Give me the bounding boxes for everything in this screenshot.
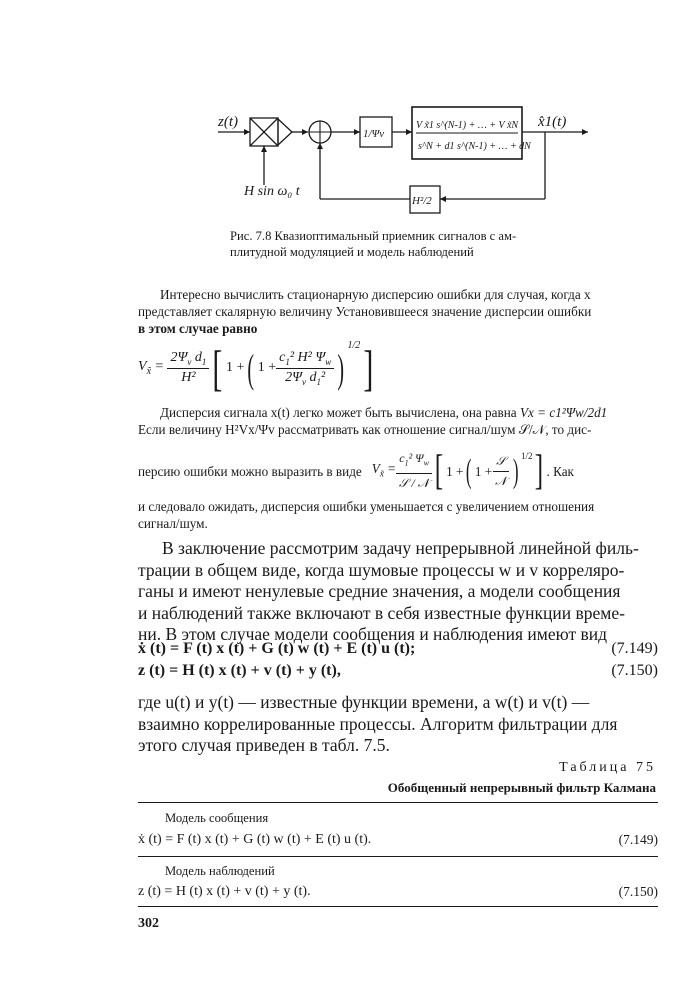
para2-line3-after: . Как: [546, 463, 574, 479]
para1-line1: Интересно вычислить стационарную дисперсию ошибки для случая, когда x: [160, 287, 591, 302]
paragraph-2-formula-line: персию ошибки можно выразить в виде $V_{x̃}$ = $\frac{c_1^2 \Psi_w}{\text{𝒮 / 𝒩}}$ [ 1 + ( 1 + $\frac{\text{𝒮}}{\text{𝒩}}$ ) $^{1/2}$ ] . Как: [138, 447, 574, 494]
tf-numerator: V x̃1 s^(N-1) + … + V x̃N: [416, 120, 519, 131]
para2-line2: Если величину H²Vx/Ψv рассматривать как отношение сигнал/шум 𝒮/𝒩, то дис-: [138, 422, 592, 437]
table-section-observation-model: Модель наблюдений: [165, 864, 275, 878]
para3-line3: ганы и имеют ненулевые средние значения, а модели сообщения: [138, 581, 621, 601]
para1-line2: представляет скалярную величину Установившееся значение дисперсии ошибки: [138, 304, 592, 319]
para2-line3-before: персию ошибки можно выразить в виде: [138, 463, 362, 479]
para3-line5: ни. В этом случае модели сообщения и наблюдения имеют вид: [138, 624, 608, 644]
figure-caption: Рис. 7.8 Квазиоптимальный приемник сигналов с ам- плитудной модуляцией и модель наблюдений: [230, 229, 517, 259]
carrier-label: H sin ω₀ t: [244, 184, 300, 199]
table-eq2-number: (7.150): [618, 884, 658, 899]
equation-7-150: z (t) = H (t) x (t) + v (t) + y (t), (7.150): [138, 662, 658, 679]
para2-line1: Дисперсия сигнала x(t) легко может быть вычислена, она равна: [160, 405, 517, 420]
page-number: 302: [138, 916, 159, 931]
equation-number: (7.149): [611, 640, 658, 657]
variance-formula: $V_{x̃}$ = $\frac{2\Psi_v d_1}{\text{H²}}$ [ 1 + ( 1 + $\frac{c_1^2 H^2 \Psi_w}{2\Psi_v d_1^2}$ ) $^{1/2}$ ]: [138, 340, 374, 396]
para2-line5: сигнал/шум.: [138, 516, 208, 531]
table-eq1-number: (7.149): [618, 832, 658, 847]
table-eq1-row: [138, 832, 658, 848]
equation-number: (7.150): [611, 662, 658, 679]
table-top-rule: [138, 802, 658, 803]
para3-line2: трации в общем виде, когда шумовые процессы w и v корреляро-: [138, 559, 625, 580]
table-middle-rule: [138, 856, 658, 857]
input-label: z(t): [218, 114, 238, 130]
paragraph-2-end: [138, 498, 658, 532]
equation-7-149: ẋ (t) = F (t) x (t) + G (t) w (t) + E (t) u (t); (7.149): [138, 640, 658, 657]
feedback-label: H²/2: [412, 195, 432, 207]
paragraph-4: [138, 692, 658, 757]
table-eq1: ẋ (t) = F (t) x (t) + G (t) w (t) + E (t) u (t).: [138, 832, 372, 847]
gain-label: 1/Ψv: [363, 128, 385, 140]
para3-line4: и наблюдений также включают в себя известные функции време-: [138, 602, 625, 623]
output-label: x̂1(t): [538, 114, 567, 130]
paragraph-3: [138, 538, 658, 646]
vx-formula: Vx = c1²Ψw/2d1: [519, 405, 608, 420]
table-section-message-model: Модель сообщения: [165, 811, 269, 825]
table-eq2: z (t) = H (t) x (t) + v (t) + y (t).: [138, 884, 311, 899]
para3-line1: В заключение рассмотрим задачу непрерывной линейной филь-: [162, 538, 639, 558]
para4-line2: взаимно коррелированные процессы. Алгоритм фильтрации для: [138, 713, 618, 734]
para1-line3: в этом случае равно: [138, 321, 258, 336]
para4-line3: этого случая приведен в табл. 7.5.: [138, 735, 390, 755]
block-diagram: [200, 95, 600, 225]
table-title: Обобщенный непрерывный фильтр Калмана: [387, 780, 656, 795]
table-label: Таблица 75: [559, 760, 656, 775]
paragraph-2: [138, 404, 658, 438]
table-bottom-rule: [138, 906, 658, 907]
tf-denominator: s^N + d1 s^(N-1) + … + dN: [418, 141, 531, 152]
paragraph-1: [138, 286, 658, 337]
para4-line1: где u(t) и y(t) — известные функции времени, а w(t) и v(t) —: [138, 692, 590, 712]
amplifier-block: [278, 119, 292, 145]
para2-line4: и следовало ожидать, дисперсия ошибки уменьшается с увеличением отношения: [138, 499, 595, 514]
table-eq2-row: [138, 884, 658, 900]
